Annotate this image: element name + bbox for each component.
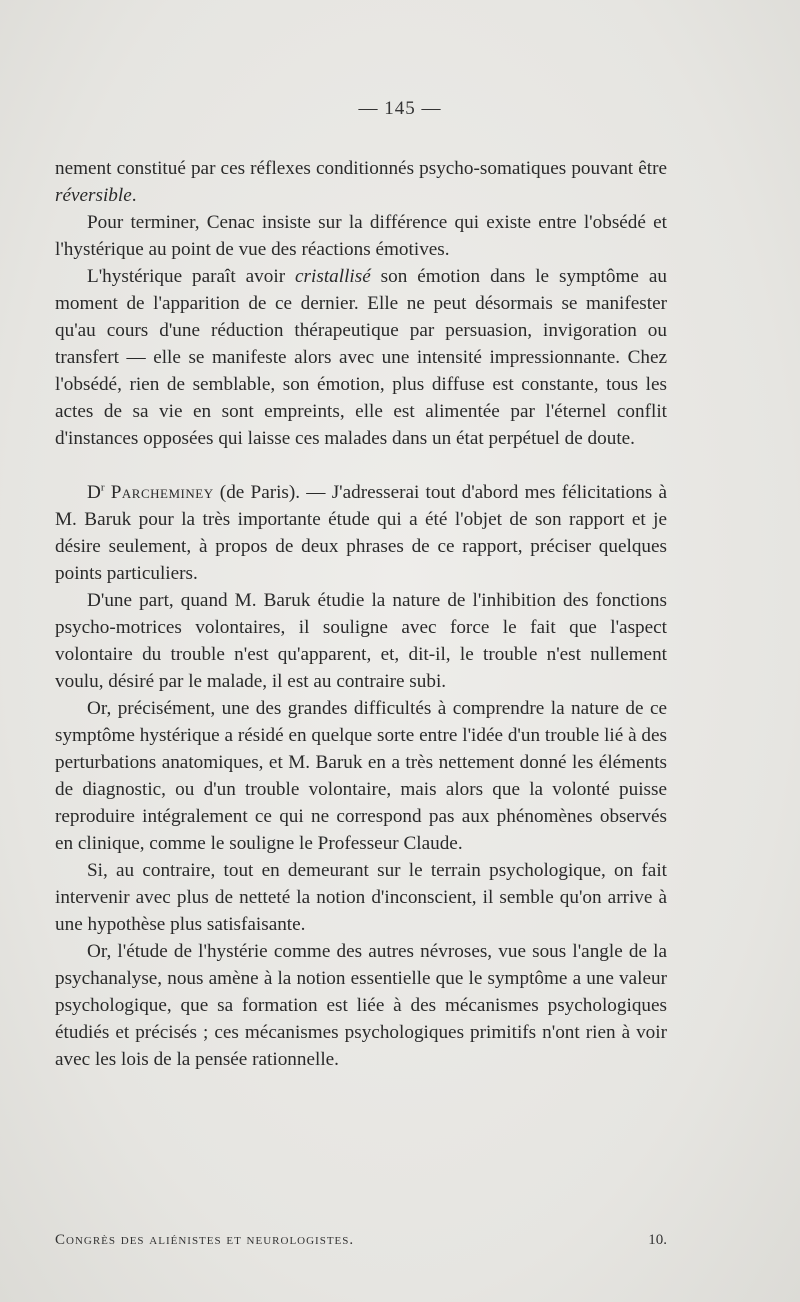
text-run: D'une part, quand M. Baruk étudie la nature de l'inhibition des fonctions psycho-motrices volontaires, il souligne avec force le fait que l'aspect volontaire du trouble n'est qu'apparent, et, dit-il, le trouble n'est nullement voulu, désiré par le malade, il est au contraire subi. [55, 590, 667, 692]
paragraph [55, 479, 667, 587]
text-run: . [131, 185, 137, 206]
text-run: L'hystérique paraît avoir [87, 266, 296, 287]
text-run: Parcheminey [110, 482, 214, 503]
text-run: D [87, 482, 101, 503]
paragraph [55, 695, 667, 857]
paragraph [55, 155, 667, 209]
text-run: Or, l'étude de l'hystérie comme des autres névroses, vue sous l'angle de la psychanalyse, nous amène à la notion essentielle que le symptôme a une valeur psychologique, que sa formation est liée à des mécanismes psychologiques étudiés et précisés ; ces mécanismes psychologiques primitifs n'ont rien à voir avec les lois de la pensée rationnelle. [55, 941, 667, 1070]
text-run: réversible [55, 185, 132, 206]
text-run: r [100, 481, 105, 494]
footer [55, 1232, 667, 1249]
text-run: son émotion dans le symptôme au moment de l'apparition de ce dernier. Elle ne peut désormais se manifester qu'au cours d'une réduction thérapeutique par persuasion, invigoration ou transfert — elle se manifeste alors avec une intensité impressionnante. Chez l'obsédé, rien de semblable, son émotion, plus diffuse est constante, tous les actes de sa vie en sont empreints, elle est alimentée par l'éternel conflit d'instances opposées qui laisse ces malades dans un état perpétuel de doute. [55, 266, 667, 449]
page-number: — 145 — [358, 98, 442, 119]
text-run: cristallisé [295, 266, 371, 287]
text-run: Or, précisément, une des grandes difficultés à comprendre la nature de ce symptôme hystérique a résidé en quelque sorte entre l'idée d'un trouble lié à des perturbations anatomiques, et M. Baruk en a très nettement donné les éléments de diagnostic, ou d'un trouble volontaire, mais alors que la volonté puisse reproduire intégralement ce qui ne correspond pas aux phénomènes observés en clinique, comme le souligne le Professeur Claude. [55, 698, 667, 854]
text-run: nement constitué par ces réflexes conditionnés psycho-somatiques pouvant être [55, 158, 667, 179]
text-run: Si, au contraire, tout en demeurant sur le terrain psychologique, on fait intervenir avec plus de netteté la notion d'inconscient, il semble qu'on arrive à une hypothèse plus satisfaisante. [55, 860, 667, 935]
footer-sheet-number: 10. [648, 1232, 667, 1248]
paragraph [55, 938, 667, 1073]
paragraph [55, 209, 667, 263]
paragraph [55, 587, 667, 695]
paragraph [55, 263, 667, 452]
text-run: (de Paris). — J'adresserai tout d'abord mes félicitations à M. Baruk pour la très importante étude qui a été l'objet de son rapport et je désire seulement, à propos de deux phrases de ce rapport, préciser quelques points particuliers. [55, 482, 668, 584]
footer-signature: Congrès des aliénistes et neurologistes. [55, 1232, 355, 1248]
body-text [55, 155, 667, 1073]
text-run: Pour terminer, Cenac insiste sur la différence qui existe entre l'obsédé et l'hystérique au point de vue des réactions émotives. [55, 212, 667, 260]
paragraph [55, 857, 667, 938]
